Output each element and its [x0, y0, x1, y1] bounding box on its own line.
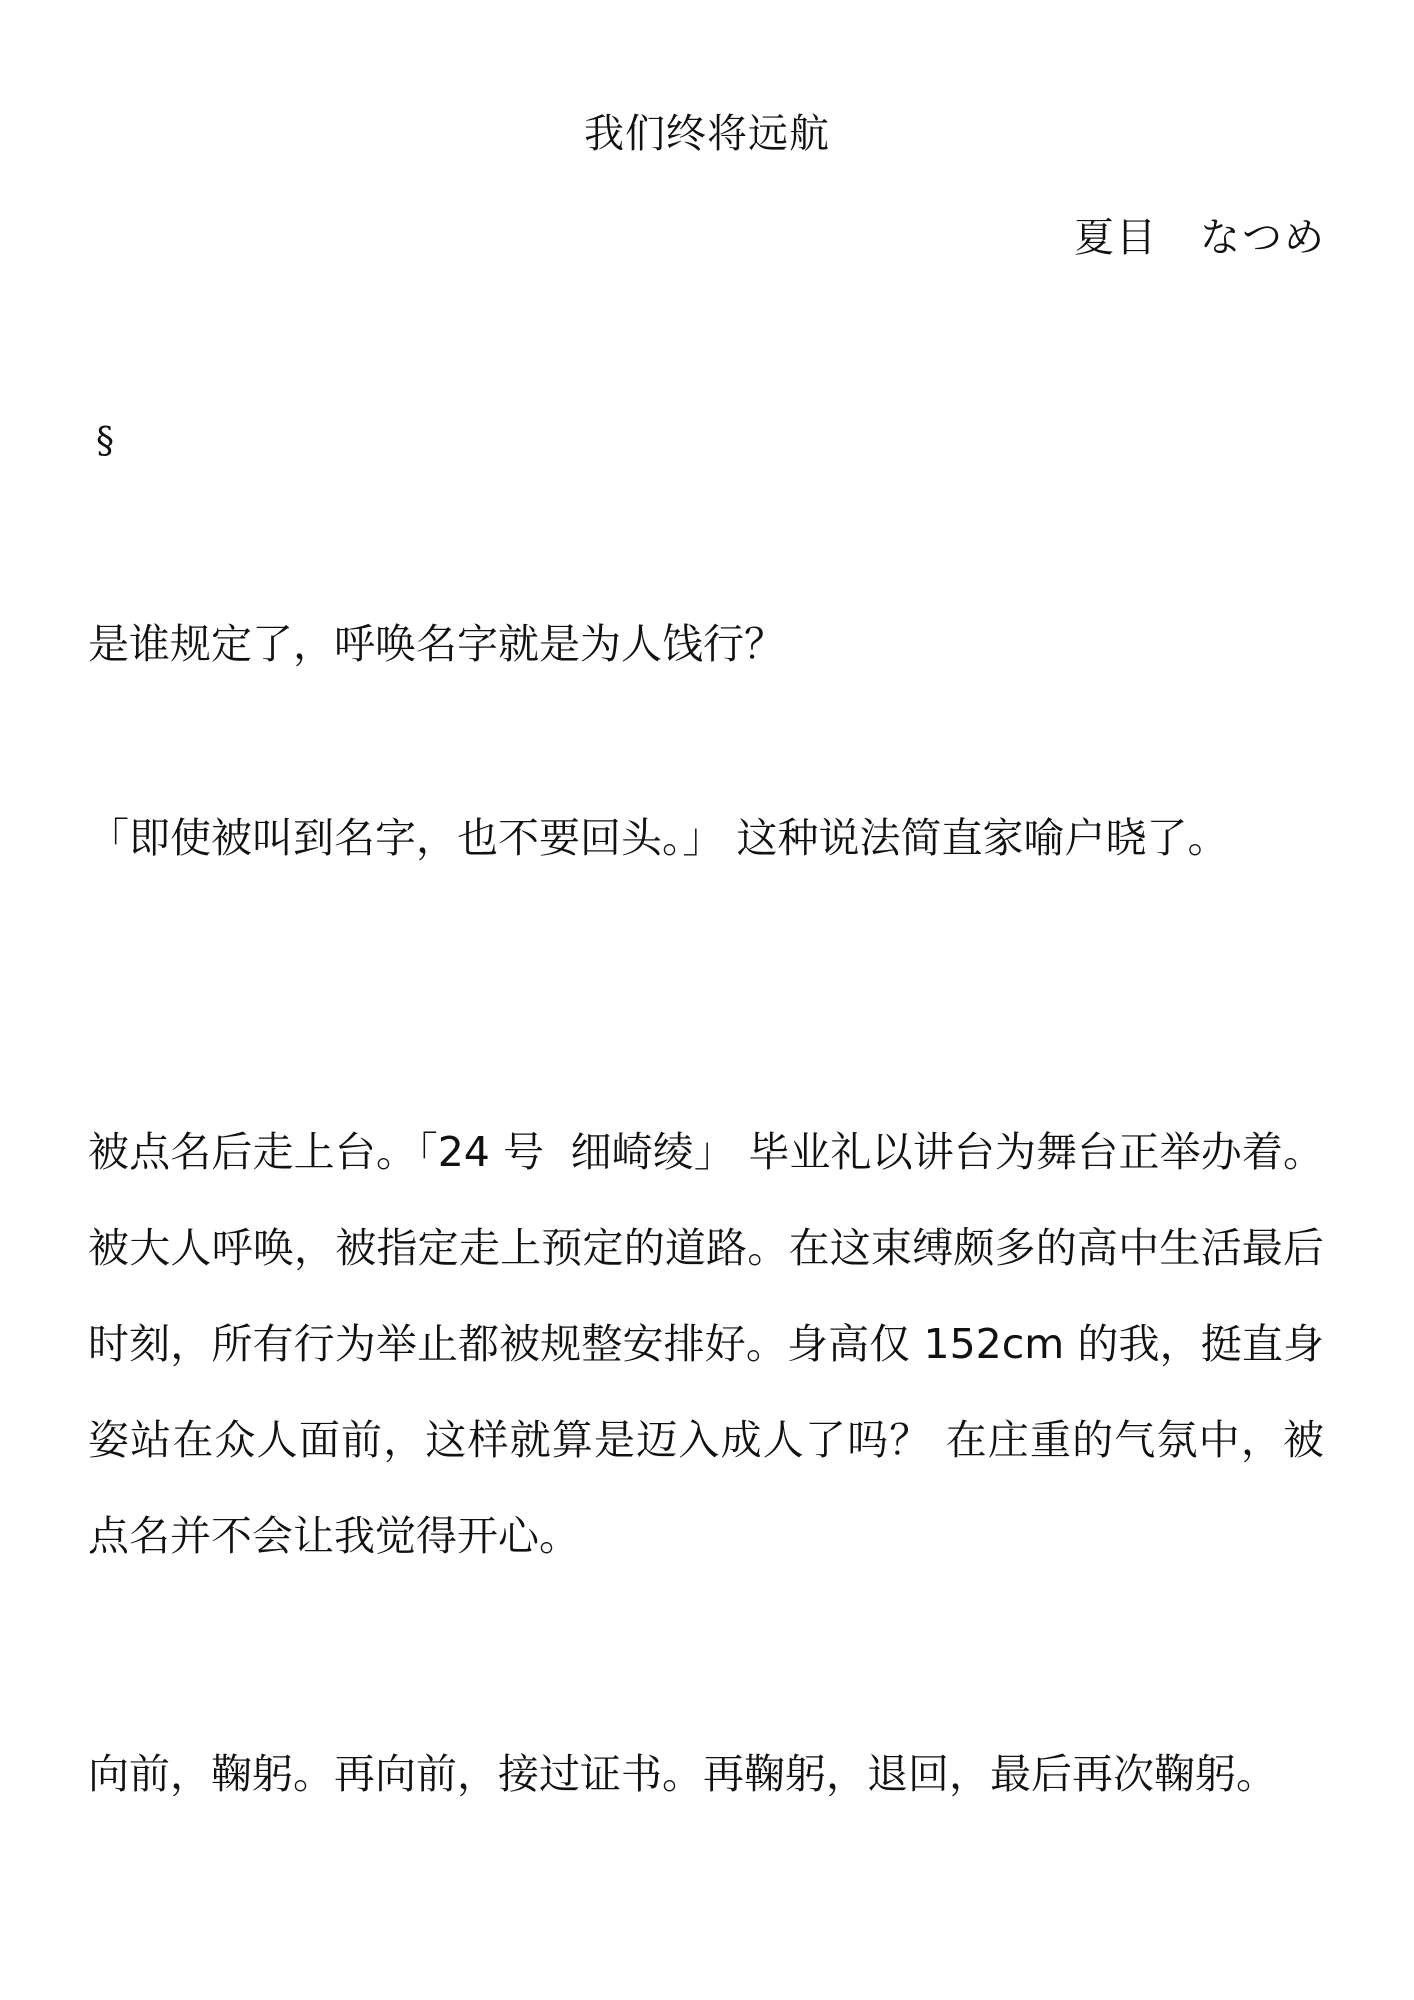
document-title: 我们终将远航 [584, 111, 830, 157]
paragraph-1: 是谁规定了，呼唤名字就是为人饯行？ [88, 620, 785, 668]
paragraph-4: 向前，鞠躬。再向前，接过证书。再鞠躬，退回，最后再次鞠躬。 [88, 1750, 1277, 1798]
author-name: 夏目 なつめ [1074, 215, 1326, 261]
paragraph-2: 「即使被叫到名字，也不要回头。」 这种说法简直家喻户晓了。 [88, 814, 1229, 862]
section-mark: § [96, 421, 114, 462]
paragraph-3: 被点名后走上台。「24 号 细崎绫」 毕业礼以讲台为舞台正举办着。被大人呼唤，被指定走上预定的道路。在这束缚颇多的高中生活最后时刻，所有行为举止都被规整安排好。身高仅 152cm 的我，挺直身姿站在众人面前，这样就算是迈入成人了吗？ 在庄重的气氛中，被点名并不会让我觉得开心。 [88, 1128, 1324, 1560]
